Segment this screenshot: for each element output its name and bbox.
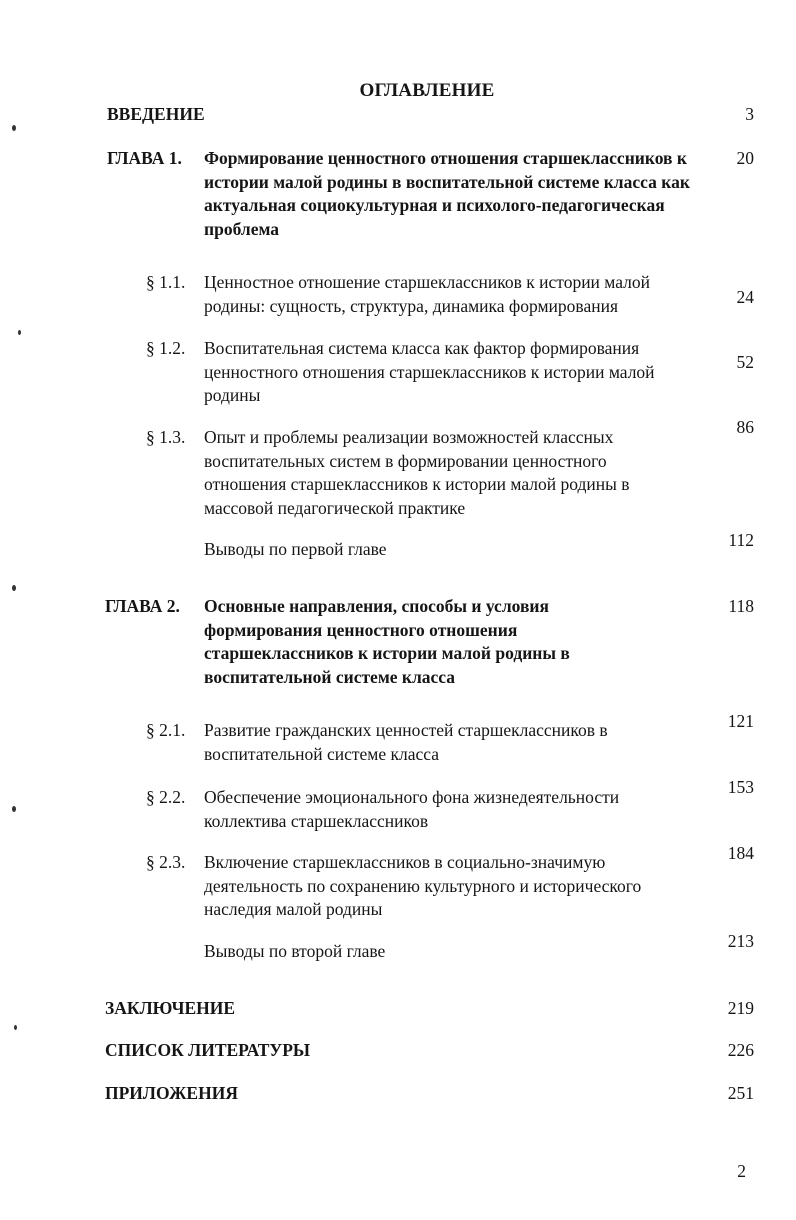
- section-2-3-page: 184: [727, 843, 754, 863]
- bibliography-page: 226: [727, 1040, 754, 1060]
- scan-speck: [14, 1025, 17, 1030]
- scan-speck: [12, 125, 16, 131]
- scan-speck: [12, 806, 16, 812]
- section-2-2-number: § 2.2.: [146, 787, 186, 807]
- section-2-1-title: Развитие гражданских ценностей старшеклассников в воспитательной системе класса: [204, 720, 608, 764]
- chapter-1-conclusion-page: 112: [728, 530, 754, 550]
- intro-label: ВВЕДЕНИЕ: [107, 104, 205, 124]
- conclusion-page: 219: [727, 998, 754, 1018]
- section-1-2-number: § 1.2.: [146, 338, 186, 358]
- chapter-2-title: Основные направления, способы и условия формирования ценностного отношения старшеклассников к истории малой родины в воспитательной системе класса: [204, 596, 570, 687]
- section-2-3-title: Включение старшеклассников в социально-значимую деятельность по сохранению культурного и исторического наследия малой родины: [204, 852, 642, 919]
- section-2-1-number: § 2.1.: [146, 720, 186, 740]
- section-1-1-number: § 1.1.: [146, 272, 186, 292]
- chapter-2-label: ГЛАВА 2.: [105, 596, 180, 616]
- scan-speck: [12, 585, 16, 591]
- section-2-2-title: Обеспечение эмоционального фона жизнедеятельности коллектива старшеклассников: [204, 787, 620, 831]
- section-1-2-page: 52: [736, 352, 754, 372]
- section-1-1-title: Ценностное отношение старшеклассников к истории малой родины: сущность, структура, динамика формирования: [204, 272, 651, 316]
- scan-speck: [18, 330, 21, 335]
- intro-page: 3: [745, 104, 754, 124]
- section-1-1-page: 24: [736, 287, 754, 307]
- section-2-2-page: 153: [727, 777, 754, 797]
- section-2-3-number: § 2.3.: [146, 852, 186, 872]
- chapter-2-conclusion-title: Выводы по второй главе: [204, 941, 386, 961]
- chapter-1-page: 20: [736, 148, 754, 168]
- conclusion-label: ЗАКЛЮЧЕНИЕ: [105, 998, 236, 1018]
- chapter-1-title: Формирование ценностного отношения старшеклассников к истории малой родины в воспитательной системе класса как актуальная социокультурная и психолого-педагогическая проблема: [204, 148, 690, 239]
- section-2-1-page: 121: [727, 711, 754, 731]
- bibliography-label: СПИСОК ЛИТЕРАТУРЫ: [105, 1040, 311, 1060]
- appendices-label: ПРИЛОЖЕНИЯ: [105, 1083, 238, 1103]
- chapter-2-conclusion-page: 213: [727, 931, 754, 951]
- page-number: 2: [737, 1161, 746, 1181]
- toc-heading: ОГЛАВЛЕНИЕ: [359, 80, 495, 101]
- section-1-3-number: § 1.3.: [146, 427, 186, 447]
- chapter-1-label: ГЛАВА 1.: [107, 148, 182, 168]
- section-1-3-page: 86: [736, 417, 754, 437]
- appendices-page: 251: [727, 1083, 754, 1103]
- section-1-2-title: Воспитательная система класса как фактор формирования ценностного отношения старшеклассников к истории малой родины: [204, 338, 655, 405]
- chapter-1-conclusion-title: Выводы по первой главе: [204, 539, 387, 559]
- section-1-3-title: Опыт и проблемы реализации возможностей классных воспитательных систем в формировании ценностного отношения старшеклассников к истории малой родины в массовой педагогической практике: [204, 427, 630, 518]
- chapter-2-page: 118: [728, 596, 754, 616]
